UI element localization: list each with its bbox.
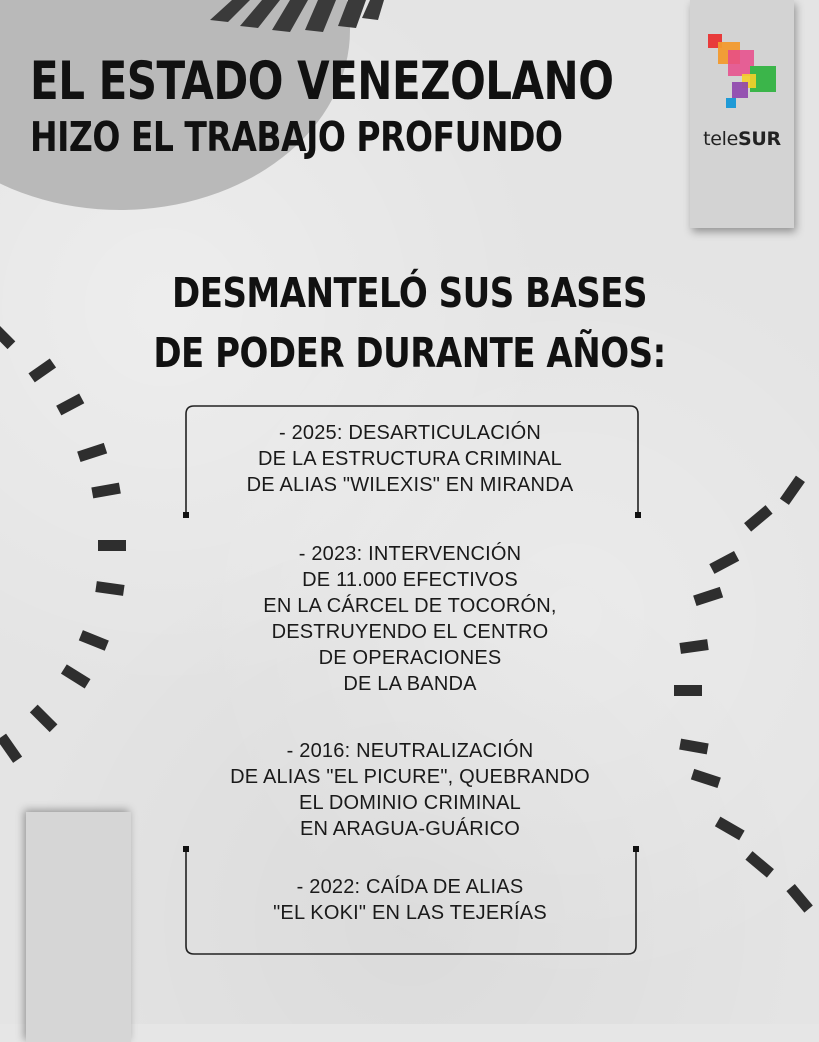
event-item: [150, 420, 670, 498]
left-arc-dashes: [0, 323, 126, 763]
subheading-line-1: DESMANTELÓ SUS BASES: [172, 270, 647, 318]
page-title-line-1: EL ESTADO VENEZOLANO: [30, 50, 614, 112]
event-line: DE LA BANDA: [343, 673, 477, 695]
event-line: DE ALIAS "EL PICURE", QUEBRANDO: [230, 766, 590, 788]
event-line: - 2016: NEUTRALIZACIÓN: [286, 740, 534, 762]
right-arc-dashes: [674, 476, 813, 913]
top-stripes: [210, 0, 384, 32]
event-line: "EL KOKI" EN LAS TEJERÍAS: [273, 902, 547, 924]
subheading-line-2: DE PODER DURANTE AÑOS:: [153, 330, 666, 378]
event-line: - 2025: DESARTICULACIÓN: [278, 422, 542, 444]
telesur-logo-icon: [702, 30, 782, 110]
event-item: [150, 738, 670, 842]
event-line: DE OPERACIONES: [318, 647, 502, 669]
event-line: DE LA ESTRUCTURA CRIMINAL: [258, 448, 562, 470]
event-item: [150, 541, 670, 697]
event-line: - 2022: CAÍDA DE ALIAS: [296, 876, 524, 898]
event-line: - 2023: INTERVENCIÓN: [298, 543, 522, 565]
event-line: DESTRUYENDO EL CENTRO: [271, 621, 549, 643]
page-title-line-2: HIZO EL TRABAJO PROFUNDO: [30, 112, 563, 161]
decorative-panel: [26, 812, 131, 1042]
event-line: DE ALIAS "WILEXIS" EN MIRANDA: [246, 474, 574, 496]
logo-panel: [690, 0, 794, 228]
event-item: [150, 874, 670, 926]
event-line: EN ARAGUA-GUÁRICO: [299, 818, 521, 840]
event-line: DE 11.000 EFECTIVOS: [302, 569, 518, 591]
telesur-logo-text: teleSUR: [703, 128, 781, 150]
event-line: EL DOMINIO CRIMINAL: [299, 792, 521, 814]
event-line: EN LA CÁRCEL DE TOCORÓN,: [263, 595, 557, 617]
